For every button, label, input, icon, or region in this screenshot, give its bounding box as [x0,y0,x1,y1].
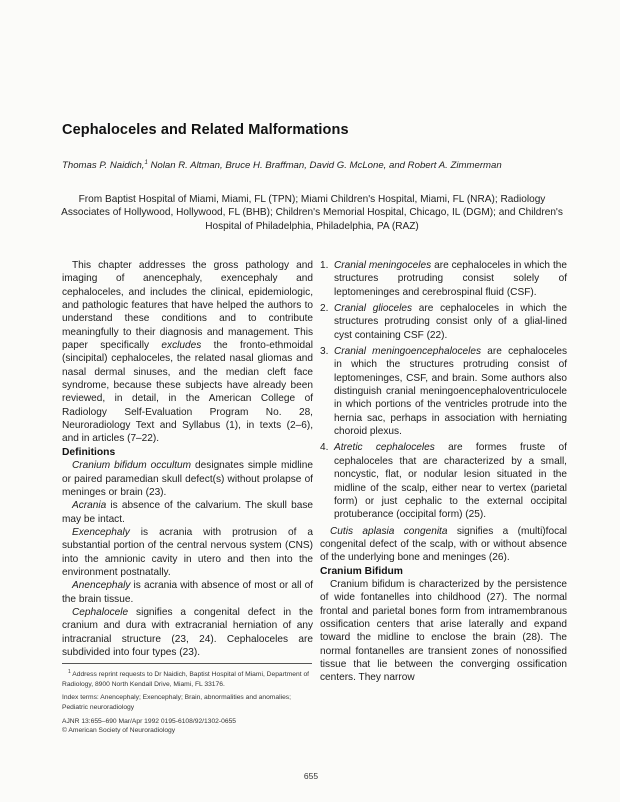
journal-citation: AJNR 13:655–690 Mar/Apr 1992 0195-6108/92/1302-0655 [62,717,237,725]
definition-item: Anencephaly is acrania with absence of most or all of the brain tissue. [62,580,313,605]
first-author: Thomas P. Naidich, [62,160,145,172]
article-title: Cephaloceles and Related Malformations [62,122,349,138]
cranium-bifidum-paragraph: Cranium bifidum is characterized by the persistence of wide fontanelles into childhood (27). The normal frontal and parietal bones form from intramembranous ossification centers that arise laterally and expand toward the midline to enclose the brain (28). The normal fontanelles are transient zones of nonossified tissue that lie between the converging ossification centers. They narrow [320,578,567,684]
author-footnote-marker: 1 [144,160,148,166]
list-item: 2. Cranial glioceles are cephaloceles in which the structures protruding consist only of a glial-lined cyst containing CSF (22). [320,303,567,341]
list-item: 4. Atretic cephaloceles are formes fruste of cephaloceles that are characterized by a small, noncystic, flat, or nodular lesion situated in the midline of the scalp, either near to vertex (parietal form) or just cephalic to the external occipital protuberance (occipital form) (25). [320,442,567,521]
abstract-paragraph: This chapter addresses the gross pathology and imaging of anencephaly, exencephaly and cephaloceles, and includes the clinical, epidemiologic, and pathologic features that have helped the authors to understand these conditions and to contribute meaningfully to their diagnosis and management. This paper specifically excludes the fronto-ethmoidal (sincipital) cephaloceles, the related nasal gliomas and nasal dermal sinuses, and the median cleft face syndrome, because these subjects have already been reviewed, in detail, in the American College of Radiology Self-Evaluation Program No. 28, Neuroradiology Text and Syllabus (1), in texts (2–6), and in articles (7–22). [62,260,313,445]
list-item: 1. Cranial meningoceles are cephaloceles in which the structures protruding consist solely of leptomeninges and cerebrospinal fluid (CSF). [320,260,567,298]
affiliations: From Baptist Hospital of Miami, Miami, FL (TPN); Miami Children's Hospital, Miami, FL (NRA); Radiology Associates of Hollywood, Hollywood, FL (BHB); Children's Memorial Hospital, Chicago, IL (DGM); and Children's Hospital of Philadelphia, Philadelphia, PA (RAZ) [61,194,563,232]
footnote-divider [62,663,312,664]
cranium-bifidum-heading: Cranium Bifidum [320,565,403,577]
index-terms: Index terms: Anencephaly; Exencephaly; Brain, abnormalities and anomalies; Pediatric neuroradiology [62,694,291,712]
right-column [320,259,567,685]
abstract-emphasis: excludes [161,340,202,352]
author-list [62,160,582,171]
definitions-heading: Definitions [62,446,116,458]
definition-item: Exencephaly is acrania with protrusion of a substantial portion of the central nervous system (CNS) into the amnionic cavity in utero and then into the environment postnatally. [62,526,313,578]
definition-item: Cranium bifidum occultum designates simple midline or paired paramedian skull defect(s) without prolapse of meninges or brain (23). [62,460,313,498]
definition-item: Acrania is absence of the calvarium. The skull base may be intact. [62,500,313,525]
left-column [62,259,313,659]
cutis-paragraph: Cutis aplasia congenita signifies a (multi)focal congenital defect of the scalp, with or without absence of the underlying bone and meninges (26). [320,525,567,564]
cephalocele-types-list [320,259,567,522]
page-number: 655 [303,771,319,781]
list-item: 3. Cranial meningoencephaloceles are cephaloceles in which the structures protruding consist of leptomeninges, CSF, and brain. Some authors also distinguish cranial meningoencephaloventriculocele in which portions of the ventricles protrude into the hernia sac, perhaps in association with herniating choroid plexus. [320,346,567,438]
other-authors: Nolan R. Altman, Bruce H. Braffman, David G. McLone, and Robert A. Zimmerman [147,160,502,172]
definition-item: Cephalocele signifies a congenital defect in the cranium and dura with extracranial herniation of any intracranial structure (23, 24). Cephaloceles are subdivided into four types (23). [62,606,313,658]
reprint-footnote: $^1$ Address reprint requests to Dr Naidich, Baptist Hospital of Miami, Department of Radiology, 8900 North Kendall Drive, Miami, FL 33176. [62,669,310,688]
copyright-notice: © American Society of Neuroradiology [62,727,176,735]
footnotes [62,668,314,736]
